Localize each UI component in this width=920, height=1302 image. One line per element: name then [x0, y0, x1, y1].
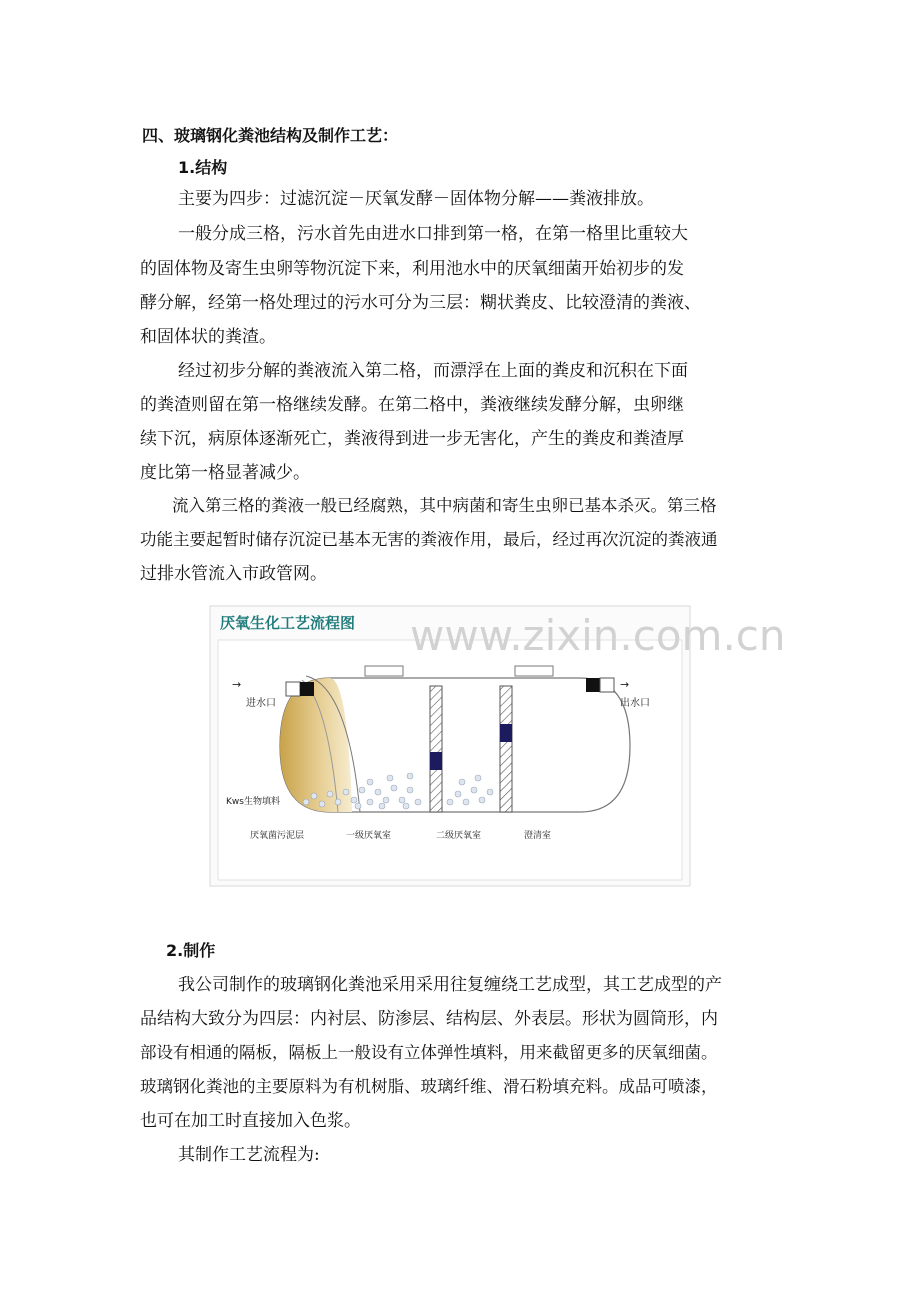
structure-line: 经过初步分解的粪液流入第二格，而漂浮在上面的粪皮和沉积在下面: [178, 361, 688, 381]
outlet-pipe-end: [586, 678, 600, 692]
section-heading: 四、玻璃钢化粪池结构及制作工艺：: [142, 126, 399, 145]
outlet-label: 出水口: [620, 698, 650, 709]
structure-line: 酵分解，经第一格处理过的污水可分为三层：糊状粪皮、比较澄清的粪液、: [140, 293, 701, 313]
diagram-title: 厌氧生化工艺流程图: [220, 614, 356, 632]
outlet-arrow: →: [620, 678, 630, 691]
production-line: 品结构大致分为四层：内衬层、防渗层、结构层、外表层。形状为圆筒形，内: [140, 1009, 718, 1029]
structure-line: 的粪渣则留在第一格继续发酵。在第二格中，粪液继续发酵分解，虫卵继: [140, 395, 684, 415]
structure-line: 度比第一格显著减少。: [140, 463, 310, 483]
chamber-label: 厌氧菌污泥层: [250, 831, 305, 841]
structure-line: 和固体状的粪渣。: [140, 327, 276, 347]
chamber-label: 澄清室: [524, 831, 552, 841]
structure-line: 主要为四步：过滤沉淀－厌氧发酵－固体物分解——粪液排放。: [178, 189, 654, 209]
top-manhole: [365, 666, 403, 676]
structure-line: 流入第三格的粪液一般已经腐熟，其中病菌和寄生虫卵已基本杀灭。第三格: [172, 496, 717, 515]
structure-line: 一般分成三格，污水首先由进水口排到第一格，在第一格里比重较大: [178, 224, 688, 244]
structure-line: 功能主要起暂时储存沉淀已基本无害的粪液作用，最后，经过再次沉淀的粪液通: [140, 530, 718, 549]
sludge-layer: [280, 678, 352, 812]
production-line: 也可在加工时直接加入色浆。: [140, 1111, 361, 1131]
baffle-1-opening: [430, 752, 442, 770]
production-line: 玻璃钢化粪池的主要原料为有机树脂、玻璃纤维、滑石粉填充料。成品可喷漆，: [140, 1077, 718, 1096]
inlet-arrow: →: [232, 678, 242, 691]
chamber-label: 一级厌氧室: [346, 831, 392, 841]
outlet-pipe: [600, 678, 614, 692]
production-line: 其制作工艺流程为:: [178, 1145, 320, 1165]
structure-line: 过排水管流入市政管网。: [140, 564, 327, 584]
diagram-svg: [210, 606, 786, 886]
production-title: 2.制作: [166, 941, 216, 960]
baffle-2: [500, 686, 512, 812]
production-line: 我公司制作的玻璃钢化粪池采用采用往复缠绕工艺成型，其工艺成型的产: [178, 975, 722, 995]
structure-line: 的固体物及寄生虫卵等物沉淀下来，利用池水中的厌氧细菌开始初步的发: [140, 259, 684, 279]
watermark: www.zixin.com.cn: [410, 611, 786, 660]
chamber-label: 二级厌氧室: [436, 831, 482, 841]
inlet-pipe: [286, 682, 300, 696]
inlet-pipe-end: [300, 682, 314, 696]
structure-line: 续下沉，病原体逐渐死亡，粪液得到进一步无害化，产生的粪皮和粪渣厚: [140, 429, 684, 449]
structure-title: 1.结构: [178, 158, 228, 177]
anaerobic-process-diagram: [210, 606, 786, 886]
filler-label: Kws生物填料: [226, 797, 280, 807]
production-line: 部设有相通的隔板，隔板上一般设有立体弹性填料，用来截留更多的厌氧细菌。: [140, 1043, 718, 1062]
inlet-label: 进水口: [246, 698, 276, 709]
top-manhole: [515, 666, 553, 676]
baffle-1: [430, 686, 442, 812]
baffle-2-opening: [500, 724, 512, 742]
